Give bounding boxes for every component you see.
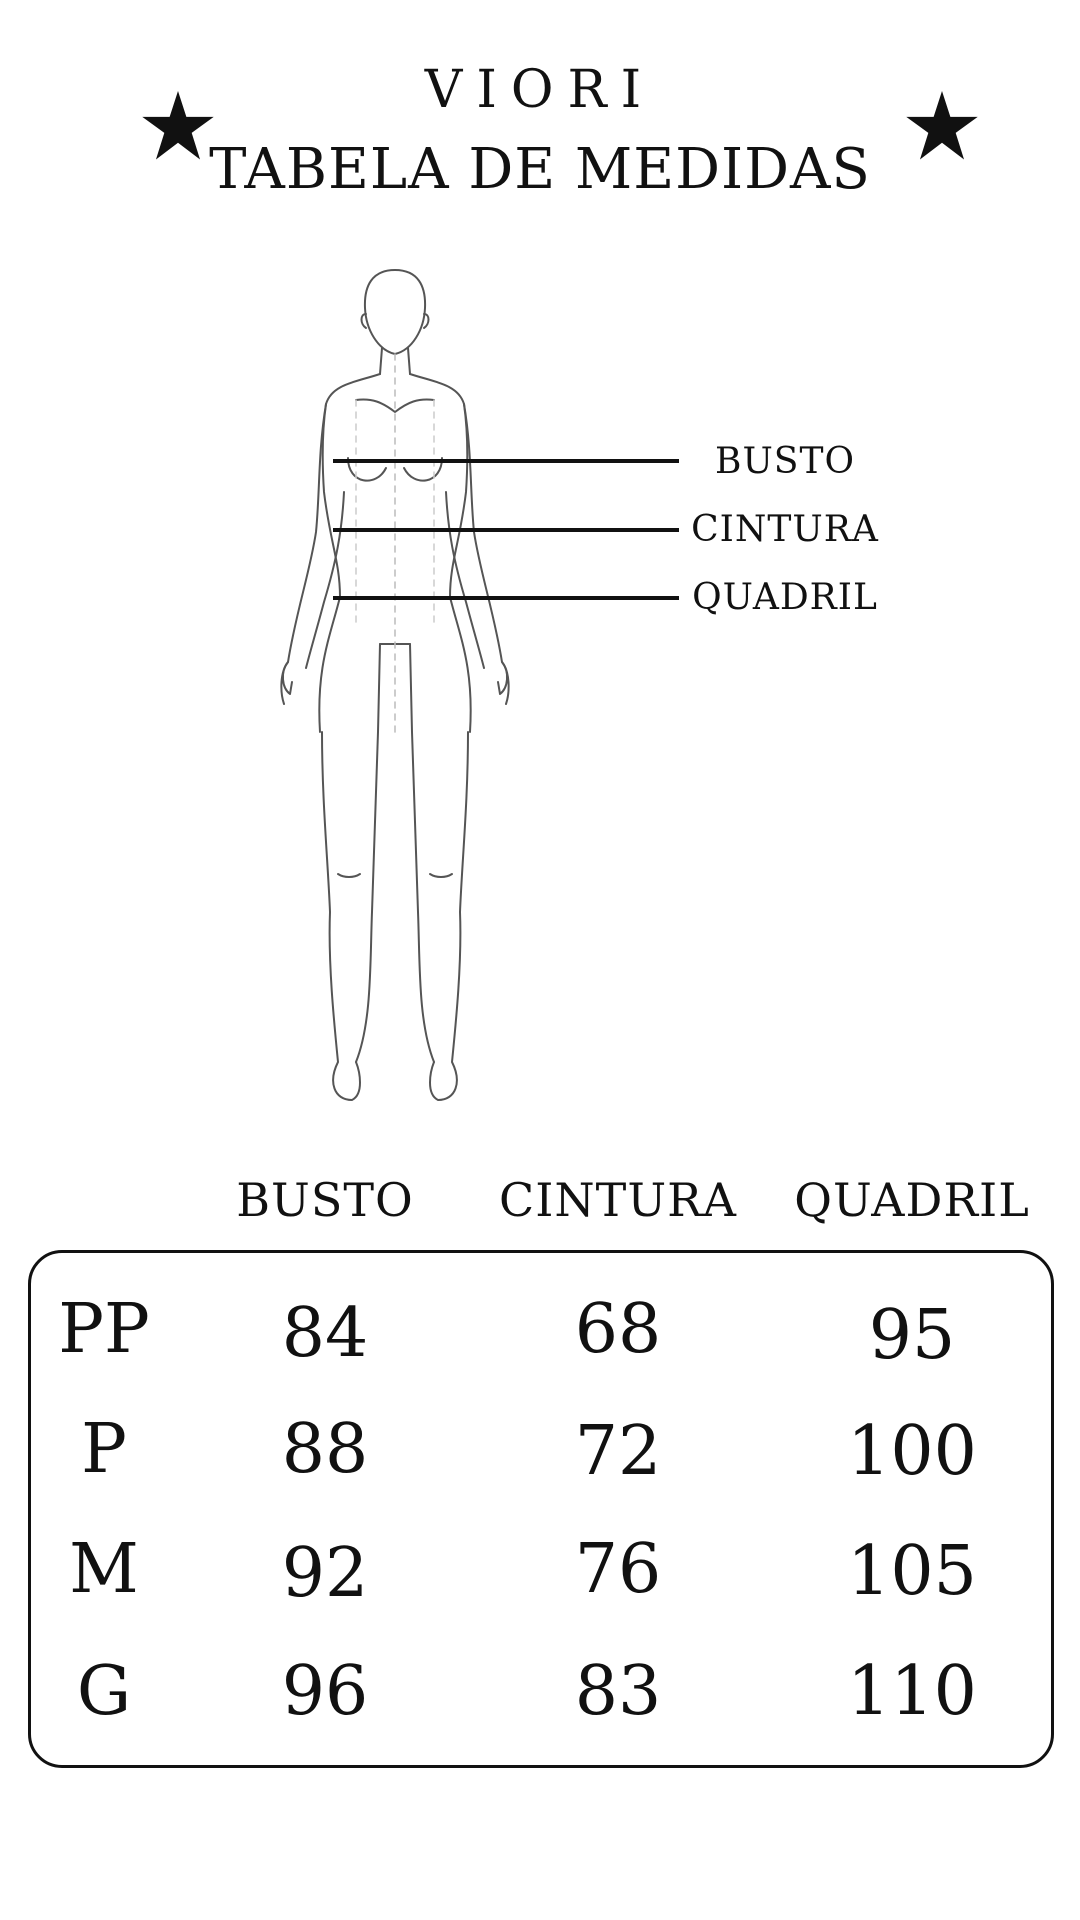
table-cell-pp-quadril: 95 — [868, 1296, 956, 1375]
table-cell-pp-cintura: 68 — [574, 1290, 662, 1369]
size-label-m: M — [69, 1530, 139, 1609]
body-figure-illustration — [260, 262, 530, 1104]
column-header-cintura: CINTURA — [499, 1173, 737, 1227]
size-label-g: G — [76, 1652, 132, 1731]
busto-label: BUSTO — [715, 441, 855, 482]
table-cell-pp-busto: 84 — [281, 1294, 369, 1373]
column-header-busto: BUSTO — [236, 1173, 414, 1227]
table-cell-p-cintura: 72 — [574, 1412, 662, 1491]
table-cell-m-quadril: 105 — [847, 1532, 977, 1611]
table-cell-g-cintura: 83 — [574, 1652, 662, 1731]
size-label-pp: PP — [58, 1290, 150, 1369]
table-cell-g-quadril: 110 — [847, 1652, 977, 1731]
table-cell-p-busto: 88 — [281, 1410, 369, 1489]
size-label-p: P — [81, 1410, 127, 1489]
table-cell-g-busto: 96 — [281, 1652, 369, 1731]
table-cell-m-busto: 92 — [281, 1534, 369, 1613]
cintura-measure-line — [333, 528, 679, 532]
cintura-label: CINTURA — [691, 509, 879, 550]
busto-measure-line — [333, 459, 679, 463]
quadril-measure-line — [333, 596, 679, 600]
column-header-quadril: QUADRIL — [794, 1173, 1030, 1227]
brand-name: VIORI — [424, 60, 656, 120]
table-cell-m-cintura: 76 — [574, 1530, 662, 1609]
quadril-label: QUADRIL — [692, 577, 878, 618]
page-title: TABELA DE MEDIDAS — [209, 137, 871, 202]
table-cell-p-quadril: 100 — [847, 1412, 977, 1491]
